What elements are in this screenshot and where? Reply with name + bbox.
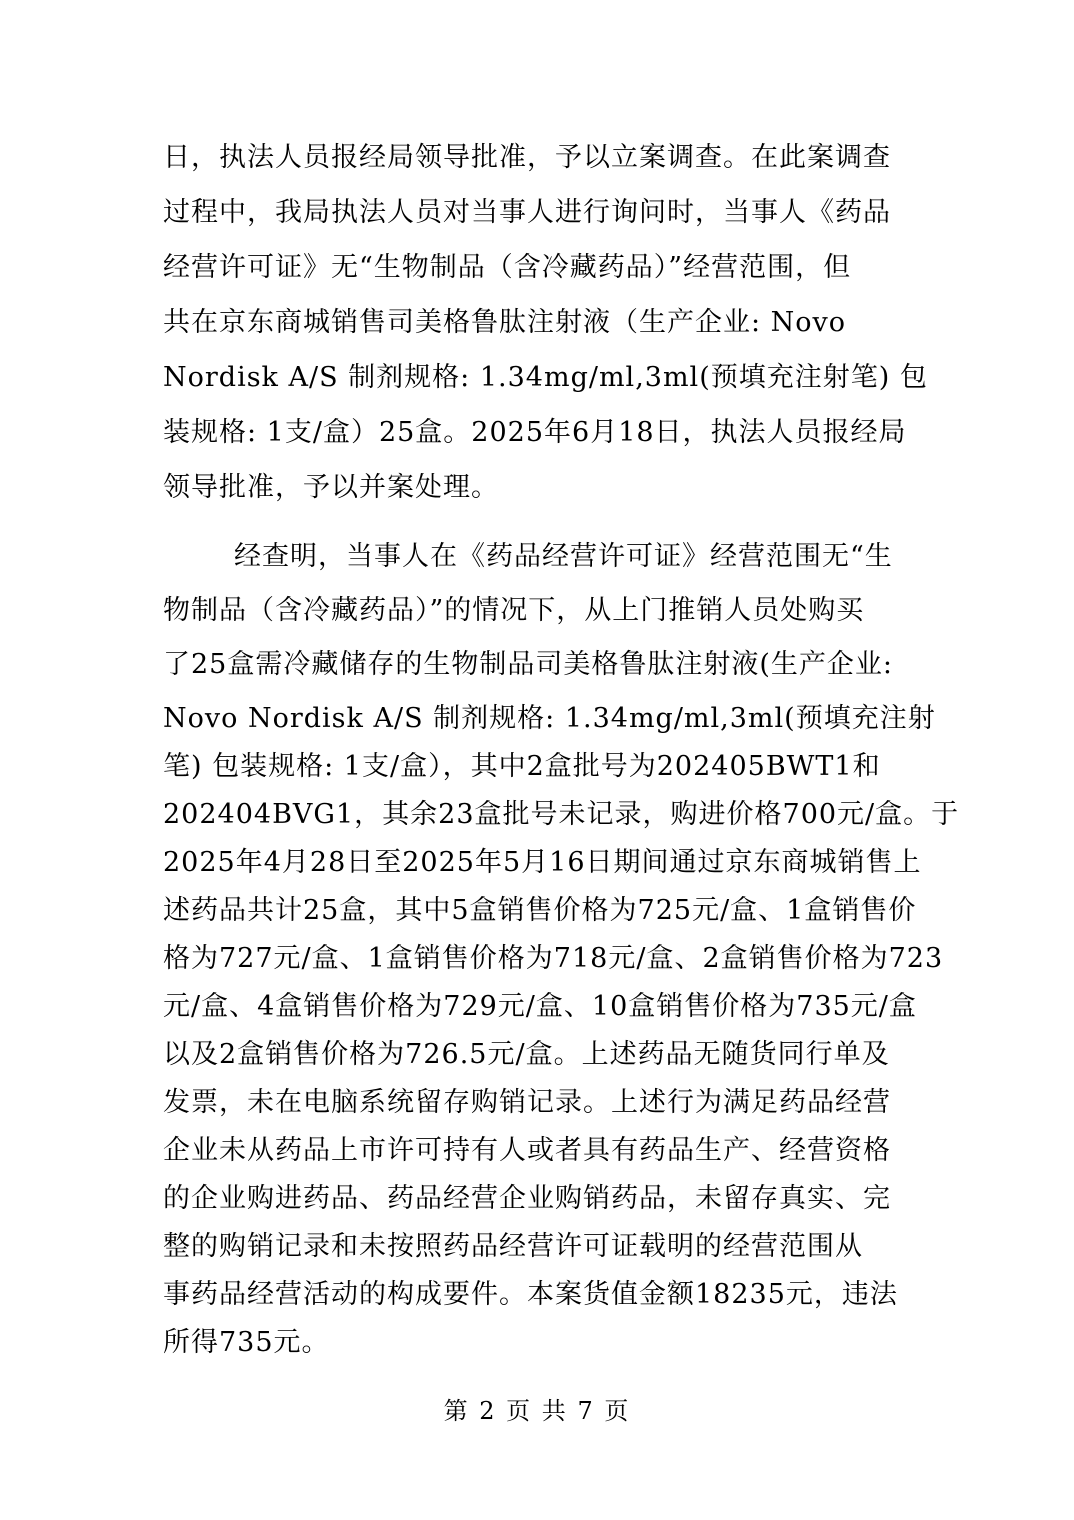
text-line: 的企业购进药品、药品经营企业购销药品，未留存真实、完: [163, 1183, 891, 1214]
text-line: 格为727元/盒、1盒销售价格为718元/盒、2盒销售价格为723: [163, 943, 944, 974]
text-line: Nordisk A/S 制剂规格: 1.34mg/ml,3ml(预填充注射笔) 包: [163, 362, 928, 393]
text-line: 202404BVG1，其余23盒批号未记录，购进价格700元/盒。于: [163, 799, 960, 830]
text-line: 领导批准，予以并案处理。: [163, 472, 499, 503]
text-line: 日，执法人员报经局领导批准，予以立案调查。在此案调查: [163, 142, 891, 173]
text-line: 过程中，我局执法人员对当事人进行询问时，当事人《药品: [163, 197, 891, 228]
text-line: 以及2盒销售价格为726.5元/盒。上述药品无随货同行单及: [163, 1039, 890, 1070]
text-line: 发票，未在电脑系统留存购销记录。上述行为满足药品经营: [163, 1087, 891, 1118]
text-line: 2025年4月28日至2025年5月16日期间通过京东商城销售上: [163, 847, 922, 878]
text-line: 企业未从药品上市许可持有人或者具有药品生产、经营资格: [163, 1135, 891, 1166]
text-line: 共在京东商城销售司美格鲁肽注射液（生产企业: Novo: [163, 307, 847, 338]
text-line: 笔) 包装规格: 1支/盒），其中2盒批号为202405BWT1和: [163, 751, 881, 782]
text-line: 物制品（含冷藏药品）”的情况下，从上门推销人员处购买: [163, 595, 865, 626]
text-line: 所得735元。: [163, 1327, 330, 1358]
page-number-footer: 第 2 页 共 7 页: [443, 1397, 631, 1425]
text-line: 元/盒、4盒销售价格为729元/盒、10盒销售价格为735元/盒: [163, 991, 917, 1022]
text-line: Novo Nordisk A/S 制剂规格: 1.34mg/ml,3ml(预填充注射: [163, 703, 936, 734]
text-line: 整的购销记录和未按照药品经营许可证载明的经营范围从: [163, 1231, 863, 1262]
text-line: 事药品经营活动的构成要件。本案货值金额18235元，违法: [163, 1279, 898, 1310]
text-line: 经营许可证》无“生物制品（含冷藏药品）”经营范围，但: [163, 252, 852, 283]
text-line: 了25盒需冷藏储存的生物制品司美格鲁肽注射液(生产企业:: [163, 649, 893, 680]
text-line: 述药品共计25盒，其中5盒销售价格为725元/盒、1盒销售价: [163, 895, 917, 926]
text-line: 装规格: 1支/盒）25盒。2025年6月18日，执法人员报经局: [163, 417, 907, 448]
text-line: 经查明，当事人在《药品经营许可证》经营范围无“生: [234, 541, 893, 572]
